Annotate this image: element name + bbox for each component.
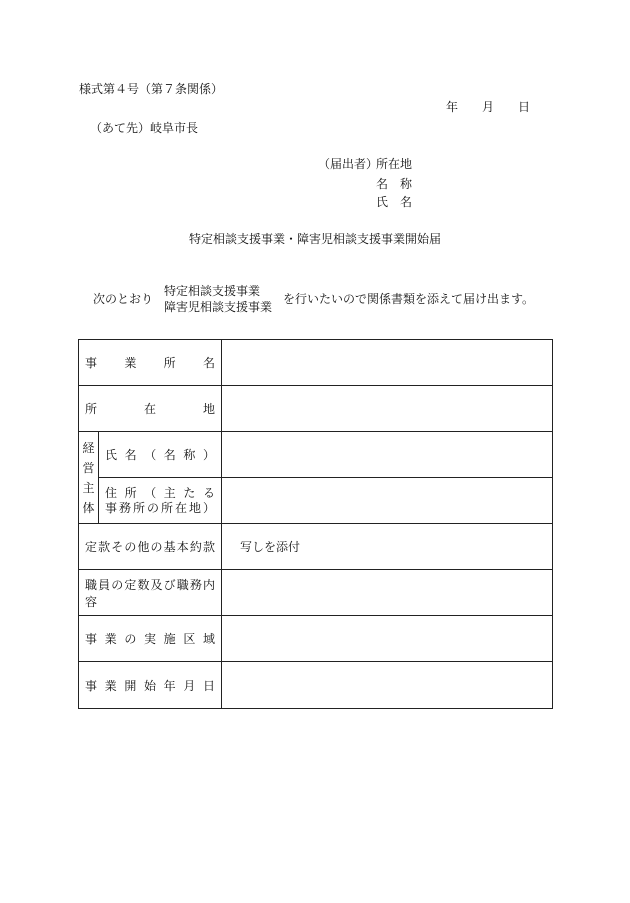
operator-name-label: 氏名（名称） — [105, 448, 216, 462]
applicant-person-label: 氏 名 — [376, 195, 413, 209]
intro-prefix: 次のとおり — [93, 292, 154, 306]
location-label-cell — [79, 386, 222, 432]
staff-label: 職員の定数及び職務内容 — [85, 577, 216, 609]
operator-label-char: 主 — [82, 480, 95, 495]
date-year: 年 — [446, 100, 459, 114]
area-label: 事業の実施区域 — [85, 632, 216, 646]
office-name-label: 事業所名 — [85, 356, 216, 370]
operator-label-char: 体 — [82, 500, 95, 515]
applicant-name-label: 名 称 — [376, 177, 413, 191]
articles-field[interactable] — [222, 524, 553, 570]
date-day: 日 — [518, 100, 531, 114]
start-date-label-cell — [79, 662, 222, 709]
operator-group-label — [79, 432, 99, 524]
date-line — [446, 100, 530, 114]
submitter-label: （届出者） — [318, 157, 379, 171]
addressee: （あて先）岐阜市長 — [90, 121, 199, 135]
form-number: 様式第４号（第７条関係） — [79, 82, 224, 96]
articles-value: 写しを添付 — [240, 540, 301, 554]
intro-suffix: を行いたいので関係書類を添えて届け出ます。 — [283, 292, 535, 306]
operator-label-char: 経 — [82, 440, 95, 455]
area-field[interactable] — [222, 616, 553, 662]
intro-option-specific: 特定相談支援事業 — [164, 284, 261, 298]
start-date-label: 事業開始年月日 — [85, 678, 216, 693]
table-row-operator-address — [79, 478, 553, 524]
office-name-label-cell — [79, 340, 222, 386]
table-row-operator-name — [79, 432, 553, 478]
table-row-area — [79, 616, 553, 662]
operator-name-label-cell — [99, 432, 222, 478]
operator-address-label-line2: 事務所の所在地） — [105, 500, 216, 515]
staff-label-cell — [79, 570, 222, 616]
operator-address-label-cell — [99, 478, 222, 524]
table-row-location — [79, 386, 553, 432]
table-row-articles — [79, 524, 553, 570]
table-row-office-name — [79, 340, 553, 386]
area-label-cell — [79, 616, 222, 662]
staff-field[interactable] — [222, 570, 553, 616]
document-title: 特定相談支援事業・障害児相談支援事業開始届 — [188, 232, 441, 246]
table-row-staff — [79, 570, 553, 616]
date-month: 月 — [482, 100, 495, 114]
start-date-field[interactable] — [222, 662, 553, 709]
location-field[interactable] — [222, 386, 553, 432]
office-name-field[interactable] — [222, 340, 553, 386]
operator-label-char: 営 — [82, 460, 95, 475]
operator-address-label-line1: 住所（主たる — [105, 485, 216, 500]
applicant-address-label: 所在地 — [376, 157, 413, 171]
table-row-start-date — [79, 662, 553, 709]
operator-name-field[interactable] — [222, 432, 553, 478]
location-label: 所在地 — [85, 402, 216, 416]
application-table — [78, 339, 553, 709]
intro-option-child: 障害児相談支援事業 — [164, 300, 273, 314]
articles-label: 定款その他の基本約款 — [85, 540, 216, 554]
articles-label-cell — [79, 524, 222, 570]
operator-address-field[interactable] — [222, 478, 553, 524]
